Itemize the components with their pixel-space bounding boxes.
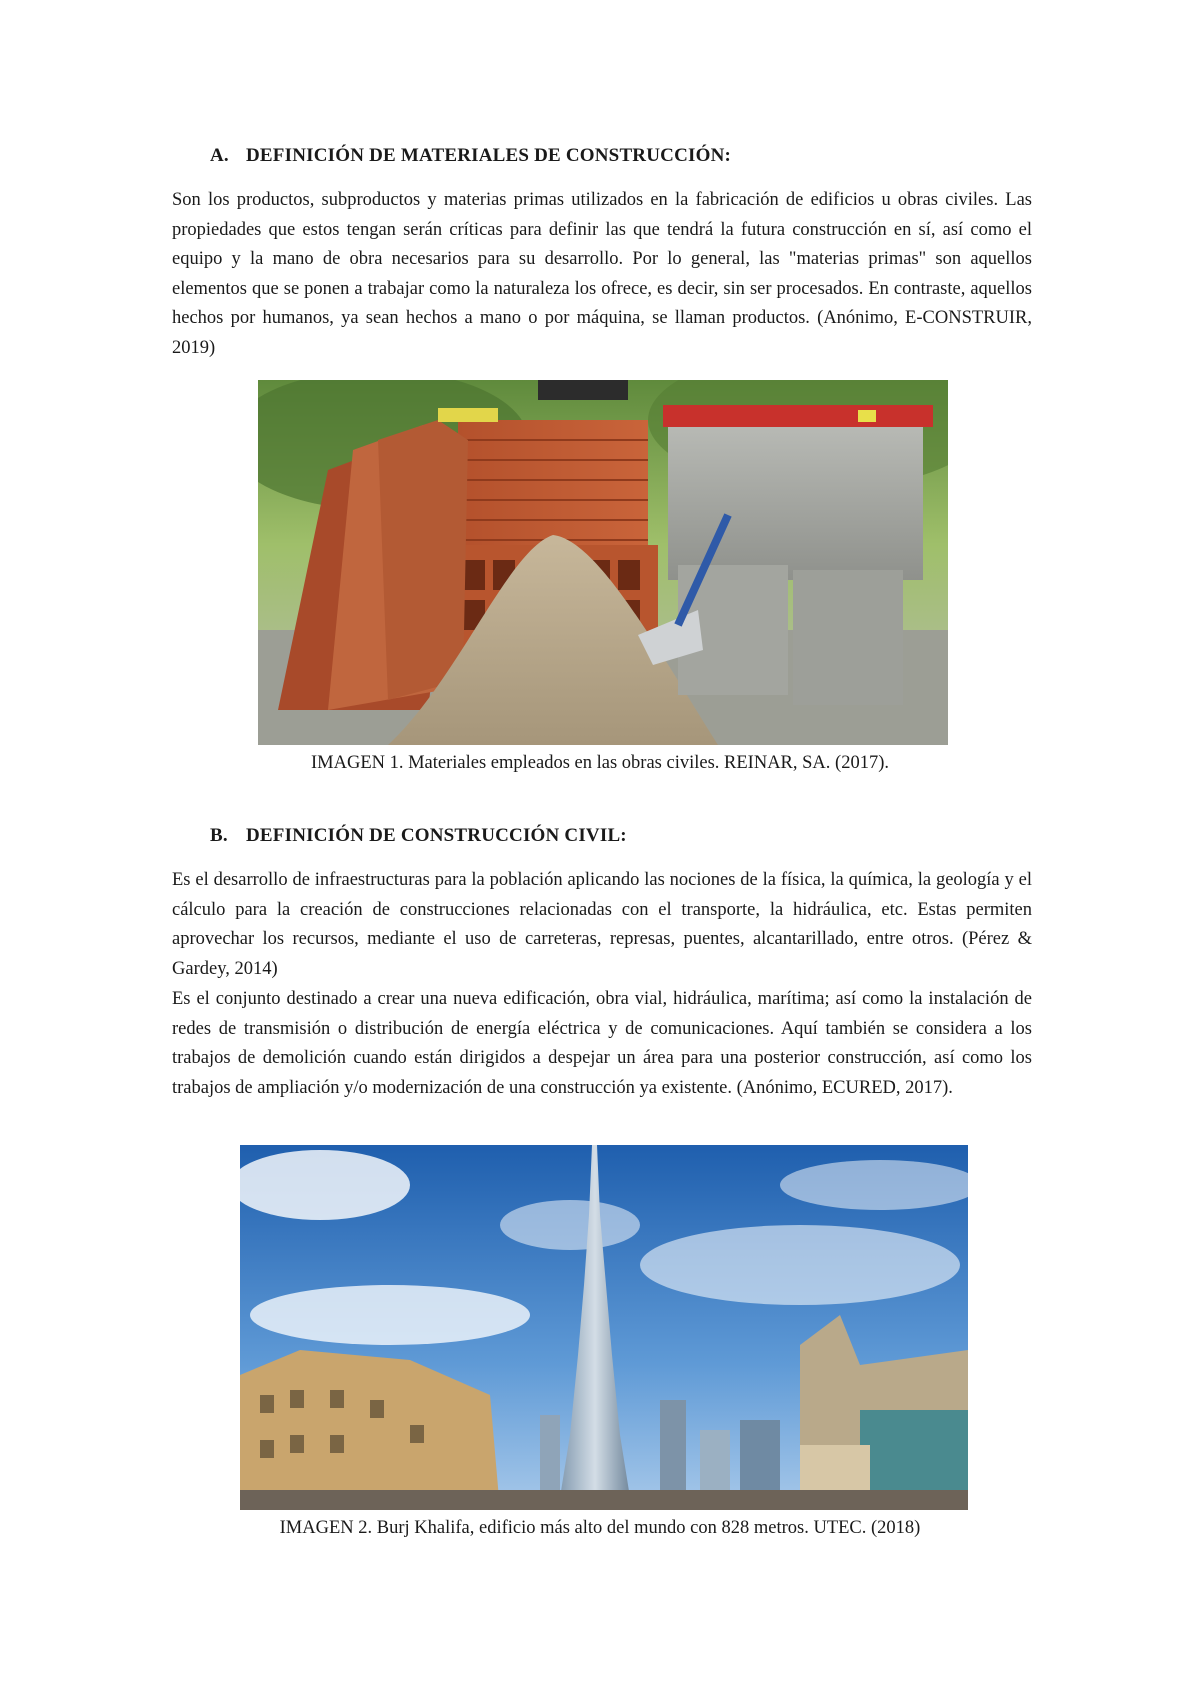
- section-a-title: DEFINICIÓN DE MATERIALES DE CONSTRUCCIÓN:: [246, 145, 732, 166]
- image-2-caption: IMAGEN 2. Burj Khalifa, edificio más alto del mundo con 828 metros. UTEC. (2018): [279, 1518, 921, 1538]
- section-b-paragraph-2: Es el conjunto destinado a crear una nueva edificación, obra vial, hidráulica, marítima; así como la instalación de redes de transmisión o distribución de energía eléctrica y de comunicaciones. Aquí también se considera a los trabajos de demolición cuando están dirigidos a despejar un área para una posterior construcción, así como los trabajos de ampliación y/o modernización de una construcción ya existente. (Anónimo, ECURED, 2017).: [172, 989, 1032, 1098]
- image-1-caption: IMAGEN 1. Materiales empleados en las obras civiles. REINAR, SA. (2017).: [310, 753, 889, 773]
- construction-materials-photo: [258, 380, 948, 745]
- section-a-paragraph: Son los productos, subproductos y materias primas utilizados en la fabricación de edificios u obras civiles. Las propiedades que estos tengan serán críticas para definir las que tendrá la futura construcción en sí, así como el equipo y la mano de obra necesarios para su desarrollo. Por lo general, las "materias primas" son aquellos elementos que se ponen a trabajar como la naturaleza los ofrece, es decir, sin ser procesados. En contraste, aquellos hechos por humanos, ya sean hechos a mano o por máquina, se llaman productos. (Anónimo, E-CONSTRUIR, 2019): [172, 190, 1032, 358]
- section-b-title: DEFINICIÓN DE CONSTRUCCIÓN CIVIL:: [246, 825, 627, 846]
- section-a-heading: [210, 145, 731, 167]
- section-b-heading: [210, 825, 627, 847]
- section-a-letter: A.: [210, 145, 229, 166]
- section-b-paragraph-1: Es el desarrollo de infraestructuras para la población aplicando las nociones de la física, la química, la geología y el cálculo para la creación de construcciones relacionadas con el transporte, la hidráulica, etc. Estas permiten aprovechar los recursos, mediante el uso de carreteras, represas, puentes, alcantarillado, entre otros. (Pérez & Gardey, 2014): [172, 870, 1032, 979]
- section-b-letter: B.: [210, 825, 228, 846]
- burj-khalifa-photo: [240, 1145, 968, 1510]
